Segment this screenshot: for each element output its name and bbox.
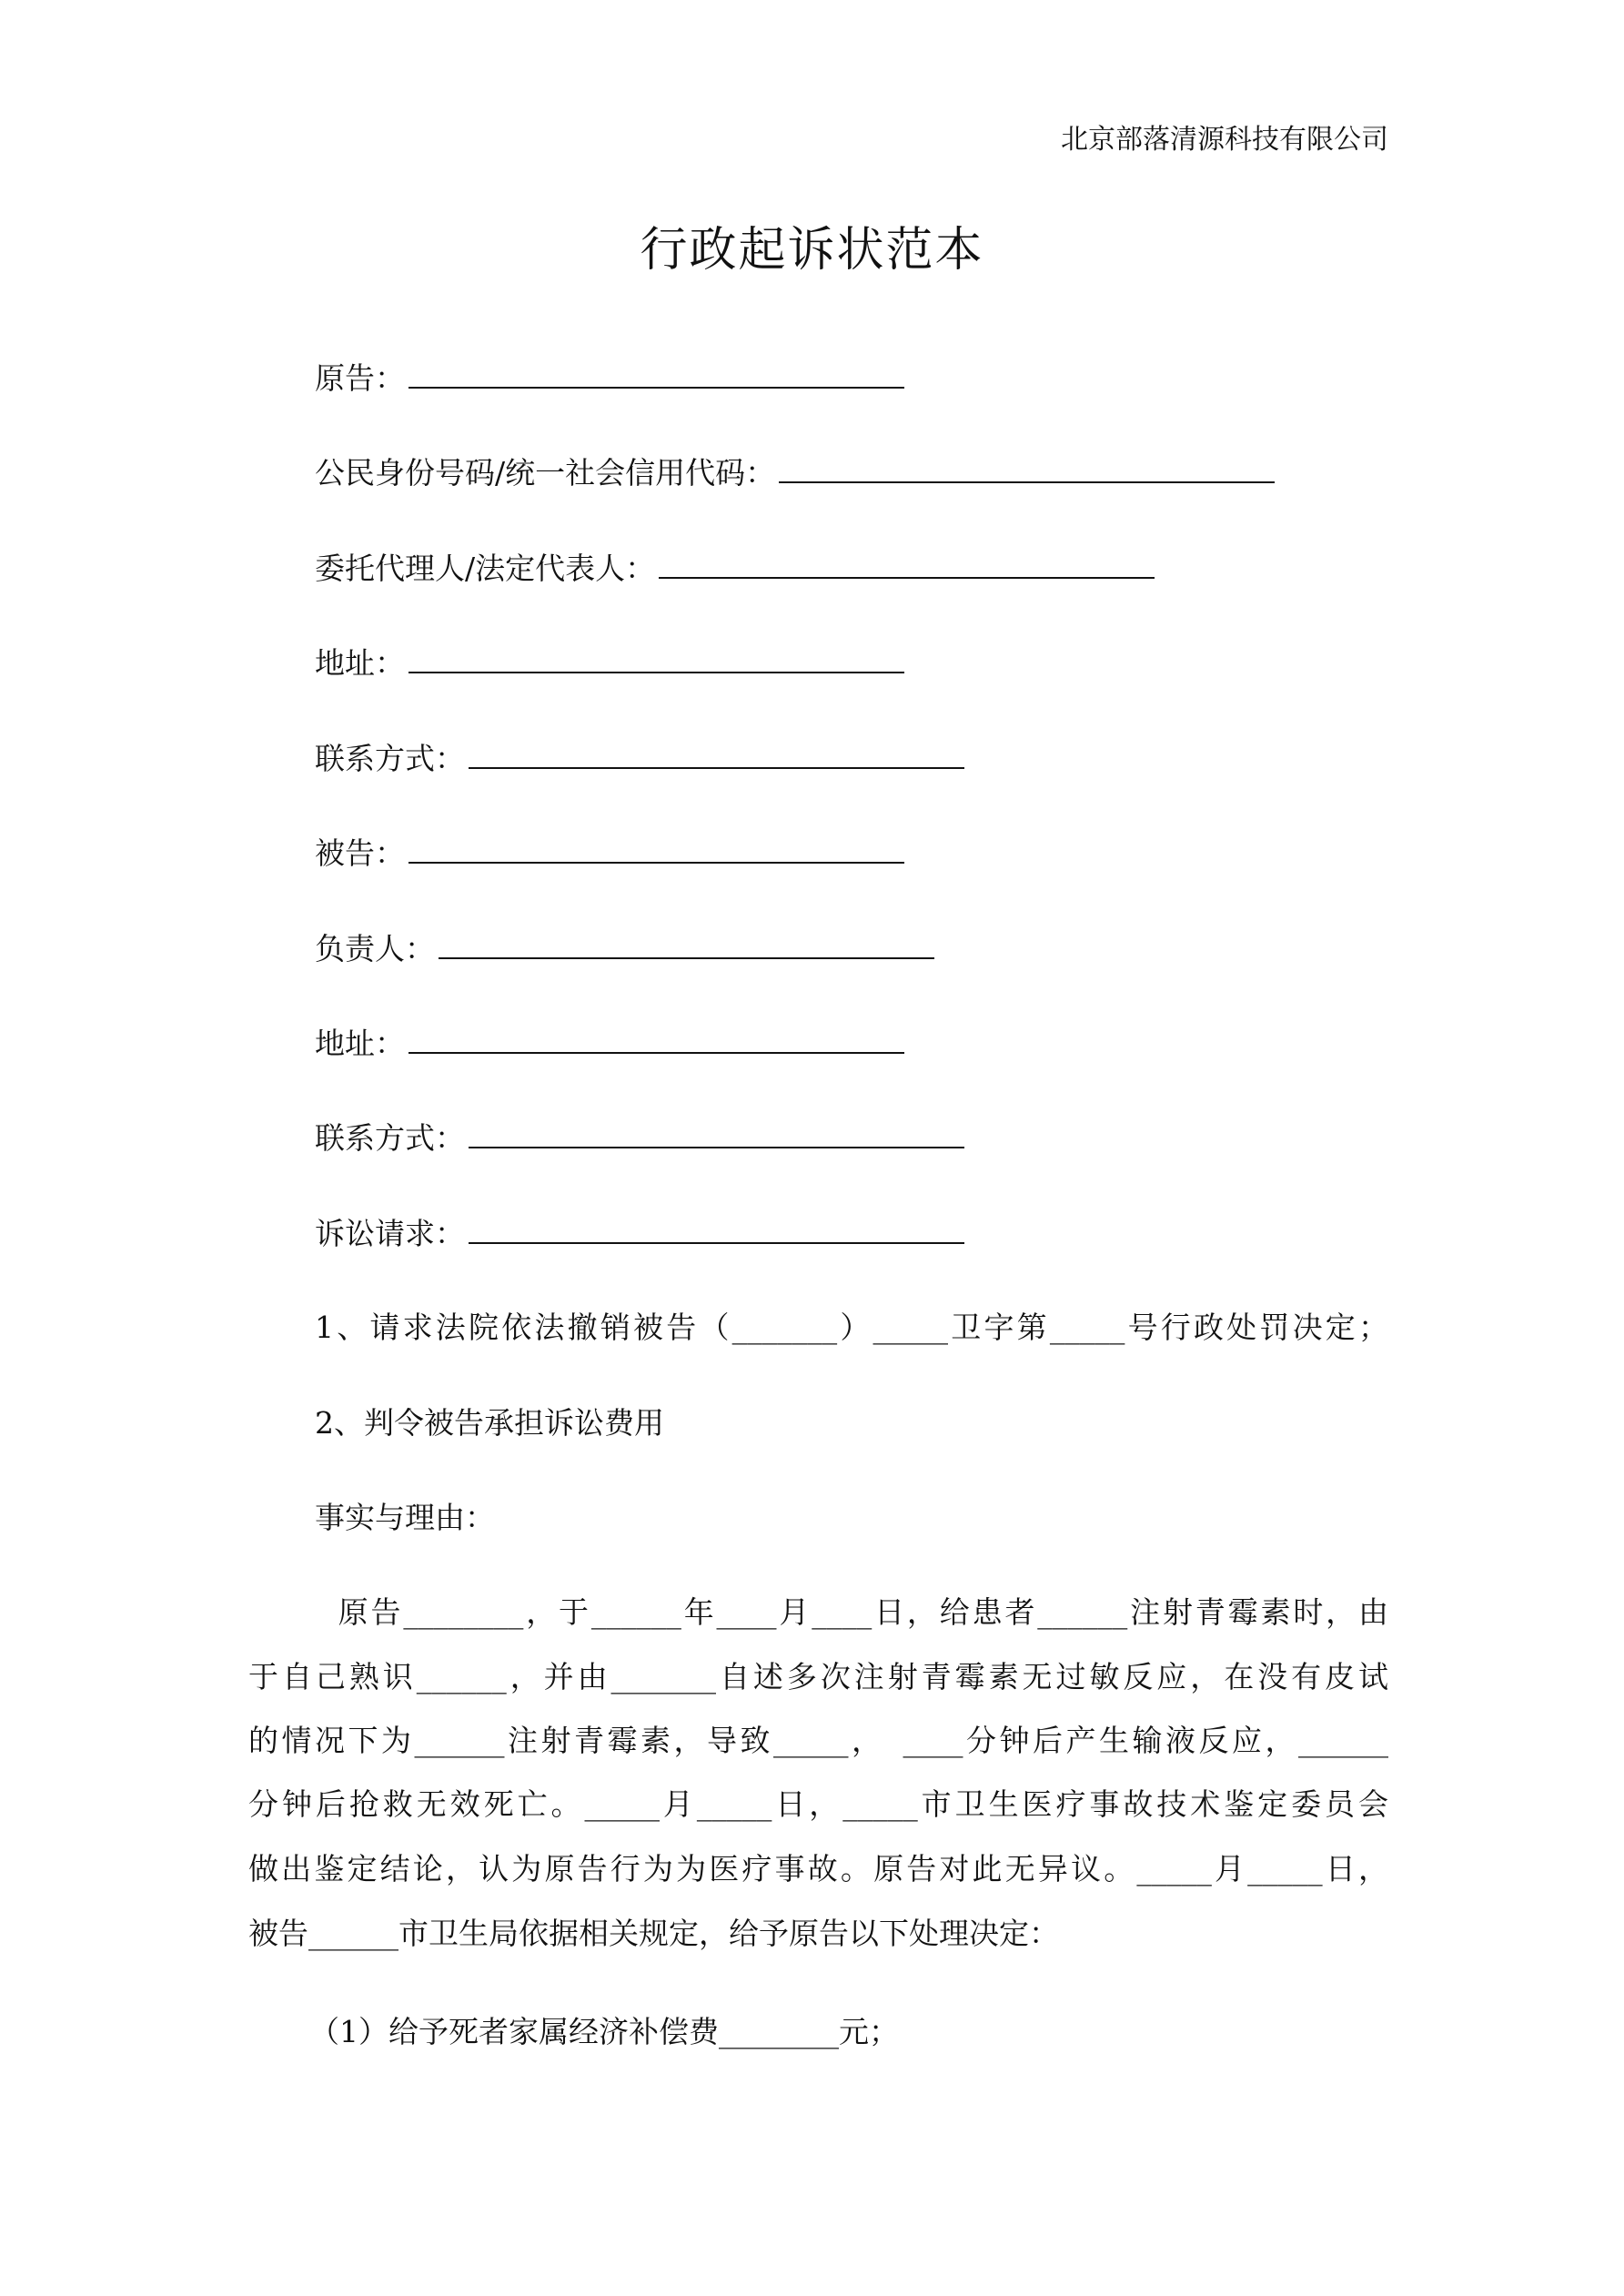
- field-plaintiff: [315, 359, 904, 397]
- company-header: 北京部落清源科技有限公司: [1061, 124, 1388, 156]
- facts-line: 被告______市卫生局依据相关规定，给予原告以下处理决定：: [248, 1916, 1059, 1951]
- facts-line: 于自己熟识______，并由_______自述多次注射青霉素无过敏反应，在没有皮试: [248, 1659, 1388, 1694]
- document-title: 行政起诉状范本: [640, 223, 984, 278]
- field-label: 联系方式：: [315, 1120, 465, 1156]
- field-label: 地址：: [315, 645, 405, 681]
- field-label: 联系方式：: [315, 741, 465, 776]
- blank-line[interactable]: [409, 644, 904, 673]
- blank-line[interactable]: [469, 740, 964, 769]
- request-1: 1、请求法院依法撤销被告（_______）_____卫字第_____号行政处罚决定；: [315, 1310, 1388, 1345]
- field-label: 委托代理人/法定代表人：: [315, 551, 656, 586]
- blank-line[interactable]: [469, 1215, 964, 1244]
- facts-heading: 事实与理由：: [315, 1500, 495, 1535]
- field-id-number: [315, 454, 1275, 491]
- field-claims: [315, 1215, 964, 1252]
- field-defendant: [315, 834, 904, 872]
- facts-line: 分钟后抢救无效死亡。_____月_____日，_____市卫生医疗事故技术鉴定委员会: [248, 1786, 1388, 1822]
- decision-item-1: （1）给予死者家属经济补偿费________元；: [309, 2014, 899, 2049]
- field-label: 诉讼请求：: [315, 1216, 465, 1251]
- blank-line[interactable]: [409, 1025, 904, 1054]
- blank-line[interactable]: [659, 550, 1155, 579]
- field-plaintiff-address: [315, 644, 904, 682]
- blank-line[interactable]: [779, 454, 1275, 483]
- field-responsible-person: [315, 930, 934, 967]
- blank-line[interactable]: [409, 359, 904, 389]
- facts-line: 原告________，于______年____月____日，给患者______注射青霉素时，由: [273, 1594, 1388, 1630]
- facts-line: 的情况下为______注射青霉素，导致_____， ____分钟后产生输液反应，______: [248, 1723, 1388, 1758]
- field-label: 公民身份号码/统一社会信用代码：: [315, 455, 776, 491]
- request-2: 2、判令被告承担诉讼费用: [315, 1405, 664, 1441]
- blank-line[interactable]: [439, 930, 934, 959]
- field-label: 原告：: [315, 360, 405, 396]
- field-label: 地址：: [315, 1026, 405, 1061]
- field-label: 负责人：: [315, 931, 435, 966]
- field-defendant-address: [315, 1025, 904, 1062]
- field-label: 被告：: [315, 835, 405, 871]
- field-plaintiff-contact: [315, 740, 964, 777]
- blank-line[interactable]: [409, 834, 904, 864]
- blank-line[interactable]: [469, 1119, 964, 1148]
- facts-line: 做出鉴定结论，认为原告行为为医疗事故。原告对此无异议。_____月_____日，: [248, 1851, 1388, 1886]
- field-agent: [315, 550, 1155, 587]
- field-defendant-contact: [315, 1119, 964, 1157]
